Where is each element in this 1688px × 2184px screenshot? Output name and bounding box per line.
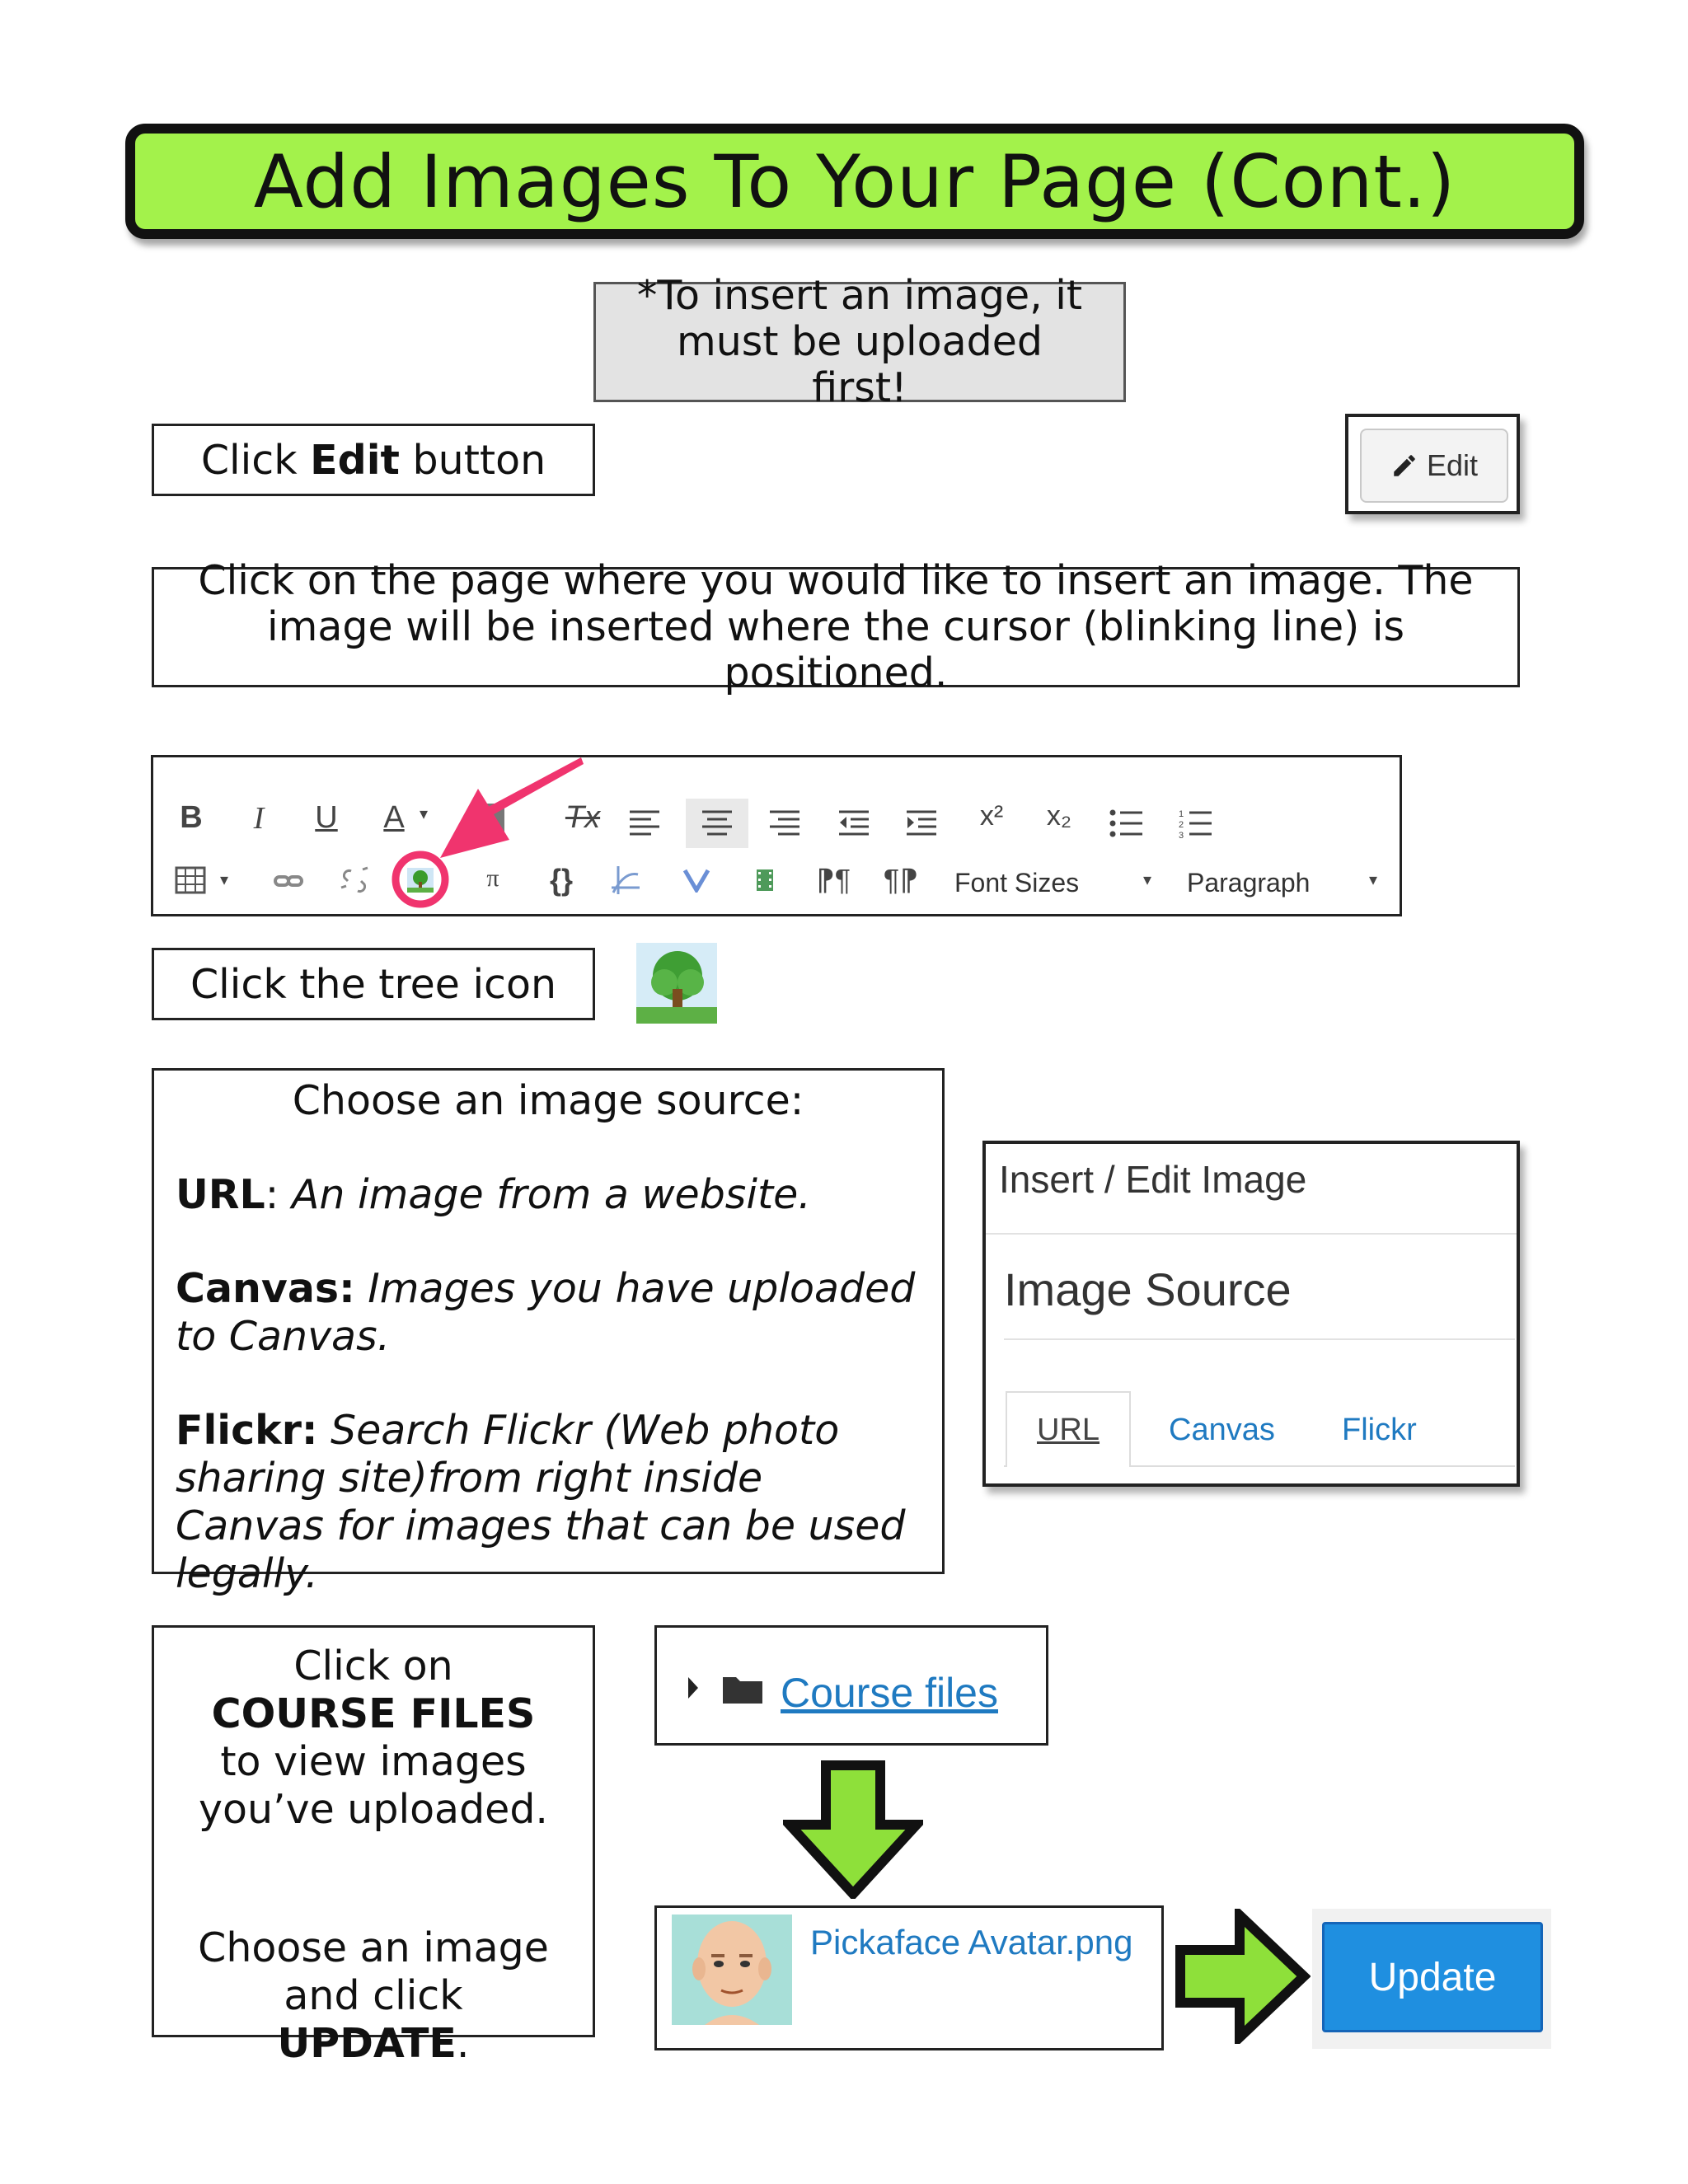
table-icon[interactable] — [175, 866, 206, 894]
align-left-icon[interactable] — [628, 808, 661, 837]
image-source-options — [152, 1068, 945, 1597]
svg-text:3: 3 — [1179, 831, 1184, 838]
source-flickr: Flickr: Search Flickr (Web photo sharing site)from right inside Canvas for images that can be used legally. — [176, 1407, 906, 1597]
svg-text:1: 1 — [1179, 809, 1184, 819]
rtl-direction-button[interactable]: ¶⁋ — [883, 863, 919, 897]
source-canvas: Canvas: Images you have uploaded to Canvas. — [176, 1265, 916, 1360]
v-tool-icon[interactable] — [682, 868, 710, 893]
dialog-section-divider — [1004, 1338, 1515, 1340]
link-icon[interactable] — [274, 873, 303, 889]
course-files-link[interactable]: Course files — [781, 1670, 998, 1716]
pointer-arrow — [429, 754, 585, 869]
table-dropdown-icon[interactable]: ▾ — [219, 871, 229, 889]
superscript-button[interactable]: x² — [979, 800, 1004, 832]
upload-note-text: *To insert an image, it must be uploaded first! — [636, 272, 1083, 411]
bullet-list-icon[interactable] — [1109, 808, 1144, 838]
image-source-heading: Image Source — [1004, 1263, 1292, 1315]
unlink-icon[interactable] — [338, 865, 371, 898]
editor-toolbar — [151, 755, 1402, 916]
insert-image-dialog — [982, 1141, 1520, 1487]
source-url: URL: An image from a website. — [176, 1171, 811, 1218]
text-color-dropdown-icon[interactable]: ▾ — [419, 805, 429, 823]
sources-heading: Choose an image source: — [292, 1077, 804, 1124]
course-files-screenshot — [654, 1625, 1048, 1746]
math-graph-icon[interactable] — [610, 865, 641, 896]
step-click-tree — [152, 948, 595, 1020]
edit-button-screenshot — [1345, 414, 1520, 514]
dialog-divider — [986, 1233, 1517, 1235]
tree-icon-enlarged — [636, 943, 717, 1024]
upload-note — [593, 272, 1126, 411]
paragraph-chevron-icon[interactable]: ▾ — [1368, 871, 1378, 889]
page-title — [125, 124, 1584, 239]
ltr-direction-button[interactable]: ⁋¶ — [815, 863, 851, 897]
tab-flickr[interactable]: Flickr — [1342, 1413, 1417, 1447]
folder-icon — [721, 1672, 764, 1705]
numbered-list-icon[interactable] — [1179, 808, 1213, 838]
align-right-icon[interactable] — [768, 808, 801, 837]
outdent-icon[interactable] — [837, 808, 870, 837]
right-arrow-icon — [1174, 1909, 1311, 2044]
subscript-button[interactable]: x₂ — [1046, 800, 1072, 832]
bold-button[interactable]: B — [180, 800, 203, 835]
paragraph-dropdown[interactable]: Paragraph — [1187, 868, 1311, 898]
tab-canvas[interactable]: Canvas — [1169, 1413, 1275, 1447]
pencil-icon — [1390, 452, 1418, 480]
step-click-edit-text: Click Edit button — [200, 436, 546, 484]
embed-button[interactable]: {} — [549, 863, 574, 897]
course-files-instructions: Click on COURSE FILES to view images you’ve uploaded. Choose an image and click UPDATE. — [152, 1625, 595, 2037]
clear-formatting-button[interactable]: Tx — [565, 800, 601, 835]
font-sizes-dropdown[interactable]: Font Sizes — [954, 868, 1080, 898]
tab-url[interactable]: URL — [1006, 1391, 1131, 1467]
avatar[interactable] — [672, 1915, 792, 2025]
update-button-screenshot — [1312, 1909, 1551, 2049]
page-title-text: Add Images To Your Page (Cont.) — [253, 138, 1456, 224]
step-click-tree-text: Click the tree icon — [190, 960, 557, 1008]
update-button[interactable]: Update — [1322, 1922, 1543, 2032]
step-click-page-text: Click on the page where you would like to insert an image. The image will be inserted where the cursor (blinking line) is positioned. — [198, 557, 1474, 696]
svg-text:2: 2 — [1179, 820, 1184, 830]
down-arrow-icon — [783, 1760, 923, 1899]
indent-icon[interactable] — [905, 808, 938, 837]
selected-file-screenshot — [654, 1905, 1164, 2050]
align-center-icon[interactable] — [701, 808, 734, 837]
file-name-link[interactable]: Pickaface Avatar.png — [810, 1923, 1133, 1961]
edit-button-label: Edit — [1426, 448, 1479, 482]
expand-triangle-icon[interactable] — [687, 1675, 700, 1700]
media-icon[interactable] — [755, 868, 775, 893]
step-click-page — [152, 557, 1520, 696]
text-color-button[interactable]: A — [383, 800, 405, 835]
edit-button[interactable] — [1360, 429, 1508, 503]
italic-button[interactable]: I — [253, 801, 265, 836]
underline-button[interactable]: U — [315, 800, 338, 835]
equation-button[interactable]: π — [486, 865, 499, 892]
font-sizes-chevron-icon[interactable]: ▾ — [1142, 871, 1152, 889]
dialog-title: Insert / Edit Image — [999, 1158, 1307, 1201]
step-click-edit — [152, 424, 595, 496]
